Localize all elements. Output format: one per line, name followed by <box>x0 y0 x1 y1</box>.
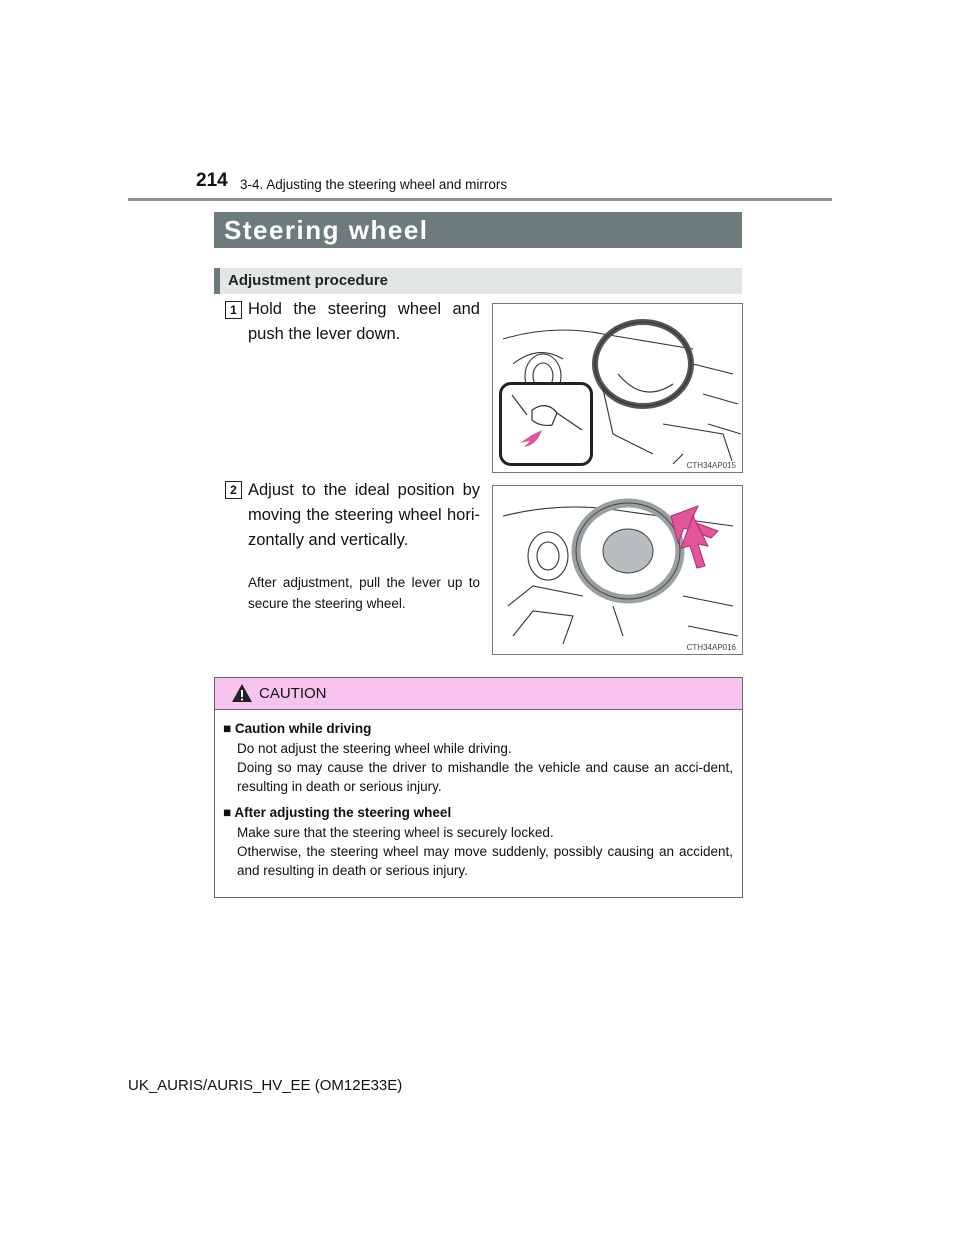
caution-item-title: ■ After adjusting the steering wheel <box>223 805 452 820</box>
step-1-text: Hold the steering wheel and push the lever down. <box>248 300 480 343</box>
subheading-marker <box>214 268 220 294</box>
step-2-text: Adjust to the ideal position by moving the steering wheel hori-zontally and vertically. <box>248 481 480 549</box>
caution-box <box>214 677 743 898</box>
figure-code-2: CTH34AP016 <box>686 643 736 652</box>
caution-item-1 <box>223 721 733 796</box>
step-number-1: 1 <box>225 301 242 319</box>
header-rule <box>128 198 832 201</box>
figure-code-1: CTH34AP015 <box>686 461 736 470</box>
caution-line: Doing so may cause the driver to mishandle the vehicle and cause an acci-dent, resulting in death or serious injury. <box>237 760 733 794</box>
steering-wheel-illustration <box>493 486 742 654</box>
caution-line: Do not adjust the steering wheel while driving. <box>237 741 512 756</box>
lever-callout <box>499 382 593 466</box>
caution-item-title: ■ Caution while driving <box>223 721 372 736</box>
footer-model-code: UK_AURIS/AURIS_HV_EE (OM12E33E) <box>128 1077 403 1094</box>
figure-step-2 <box>492 485 743 655</box>
caution-item-2 <box>223 805 733 880</box>
figure-step-1 <box>492 303 743 473</box>
subheading-bar <box>214 268 742 294</box>
title-bar <box>214 212 742 248</box>
page-number: 214 <box>196 170 228 191</box>
lever-closeup <box>502 385 590 463</box>
step-2-note: After adjustment, pull the lever up to secure the steering wheel. <box>248 575 480 611</box>
arrow-down-icon <box>520 430 542 447</box>
caution-line: Make sure that the steering wheel is securely locked. <box>237 825 554 840</box>
warning-icon <box>231 683 253 703</box>
page-title: Steering wheel <box>224 215 429 245</box>
caution-title: CAUTION <box>259 685 327 702</box>
section-path: 3-4. Adjusting the steering wheel and mirrors <box>240 177 508 192</box>
step-number-2: 2 <box>225 481 242 499</box>
subheading: Adjustment procedure <box>228 272 389 289</box>
bullet-square-icon: ■ <box>223 805 232 820</box>
bullet-square-icon: ■ <box>223 721 232 736</box>
caution-header <box>215 678 742 710</box>
caution-line: Otherwise, the steering wheel may move suddenly, possibly causing an accident, and resulting in death or serious injury. <box>237 844 733 878</box>
